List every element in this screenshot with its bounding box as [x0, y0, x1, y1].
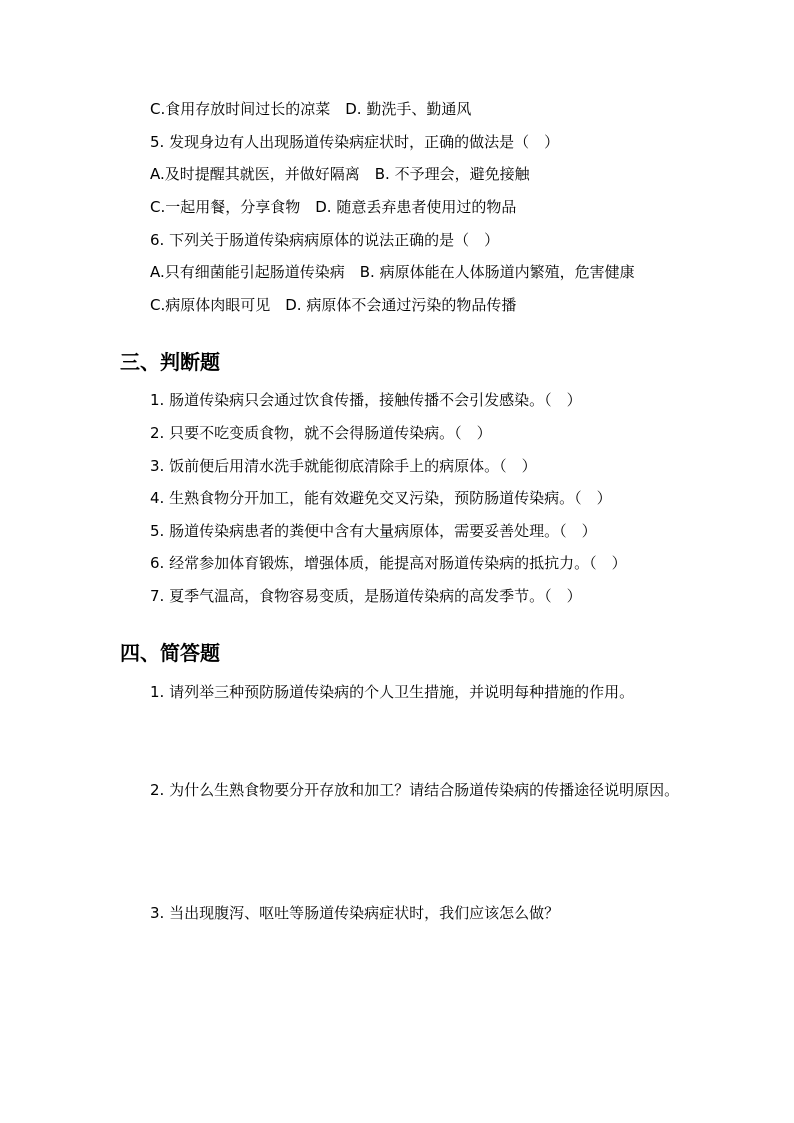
- judge-item-6: 6. 经常参加体育锻炼，增强体质，能提高对肠道传染病的抵抗力。（ ）: [150, 554, 627, 572]
- choice-q5-options-ab: A.及时提醒其就医，并做好隔离 B. 不予理会，避免接触: [150, 165, 530, 183]
- short-answer-q2-text: 2. 为什么生熟食物要分开存放和加工？请结合肠道传染病的传播途径说明原因。: [150, 781, 680, 799]
- judge-item-3: 3. 饭前便后用清水洗手就能彻底清除手上的病原体。（ ）: [150, 457, 537, 475]
- short-answer-q1: 1. 请列举三种预防肠道传染病的个人卫生措施，并说明每种措施的作用。: [150, 683, 635, 701]
- judge-item-5: 5. 肠道传染病患者的粪便中含有大量病原体，需要妥善处理。（ ）: [150, 522, 597, 540]
- choice-q5-options-cd: C.一起用餐，分享食物 D. 随意丢弃患者使用过的物品: [150, 198, 517, 216]
- judge-item-4: 4. 生熟食物分开加工，能有效避免交叉污染，预防肠道传染病。（ ）: [150, 489, 612, 507]
- choice-q6-stem: 6. 下列关于肠道传染病病原体的说法正确的是（ ）: [150, 231, 500, 249]
- judge-item-1: 1. 肠道传染病只会通过饮食传播，接触传播不会引发感染。（ ）: [150, 391, 582, 409]
- judge-item-2: 2. 只要不吃变质食物，就不会得肠道传染病。（ ）: [150, 424, 492, 442]
- section3-heading: 三、判断题: [120, 350, 220, 374]
- short-answer-q3: 3. 当出现腹泻、呕吐等肠道传染病症状时，我们应该怎么做？: [150, 904, 560, 922]
- choice-q6-options-ab: A.只有细菌能引起肠道传染病 B. 病原体能在人体肠道内繁殖，危害健康: [150, 263, 635, 281]
- choice-q4-options-cd: C.食用存放时间过长的凉菜 D. 勤洗手、勤通风: [150, 100, 472, 118]
- choice-q6-options-cd: C.病原体肉眼可见 D. 病原体不会通过污染的物品传播: [150, 296, 517, 314]
- judge-item-7: 7. 夏季气温高，食物容易变质，是肠道传染病的高发季节。（ ）: [150, 587, 582, 605]
- choice-q5-stem: 5. 发现身边有人出现肠道传染病症状时，正确的做法是（ ）: [150, 133, 560, 151]
- short-answer-q2: [120, 778, 680, 802]
- section4-heading: 四、简答题: [120, 641, 220, 665]
